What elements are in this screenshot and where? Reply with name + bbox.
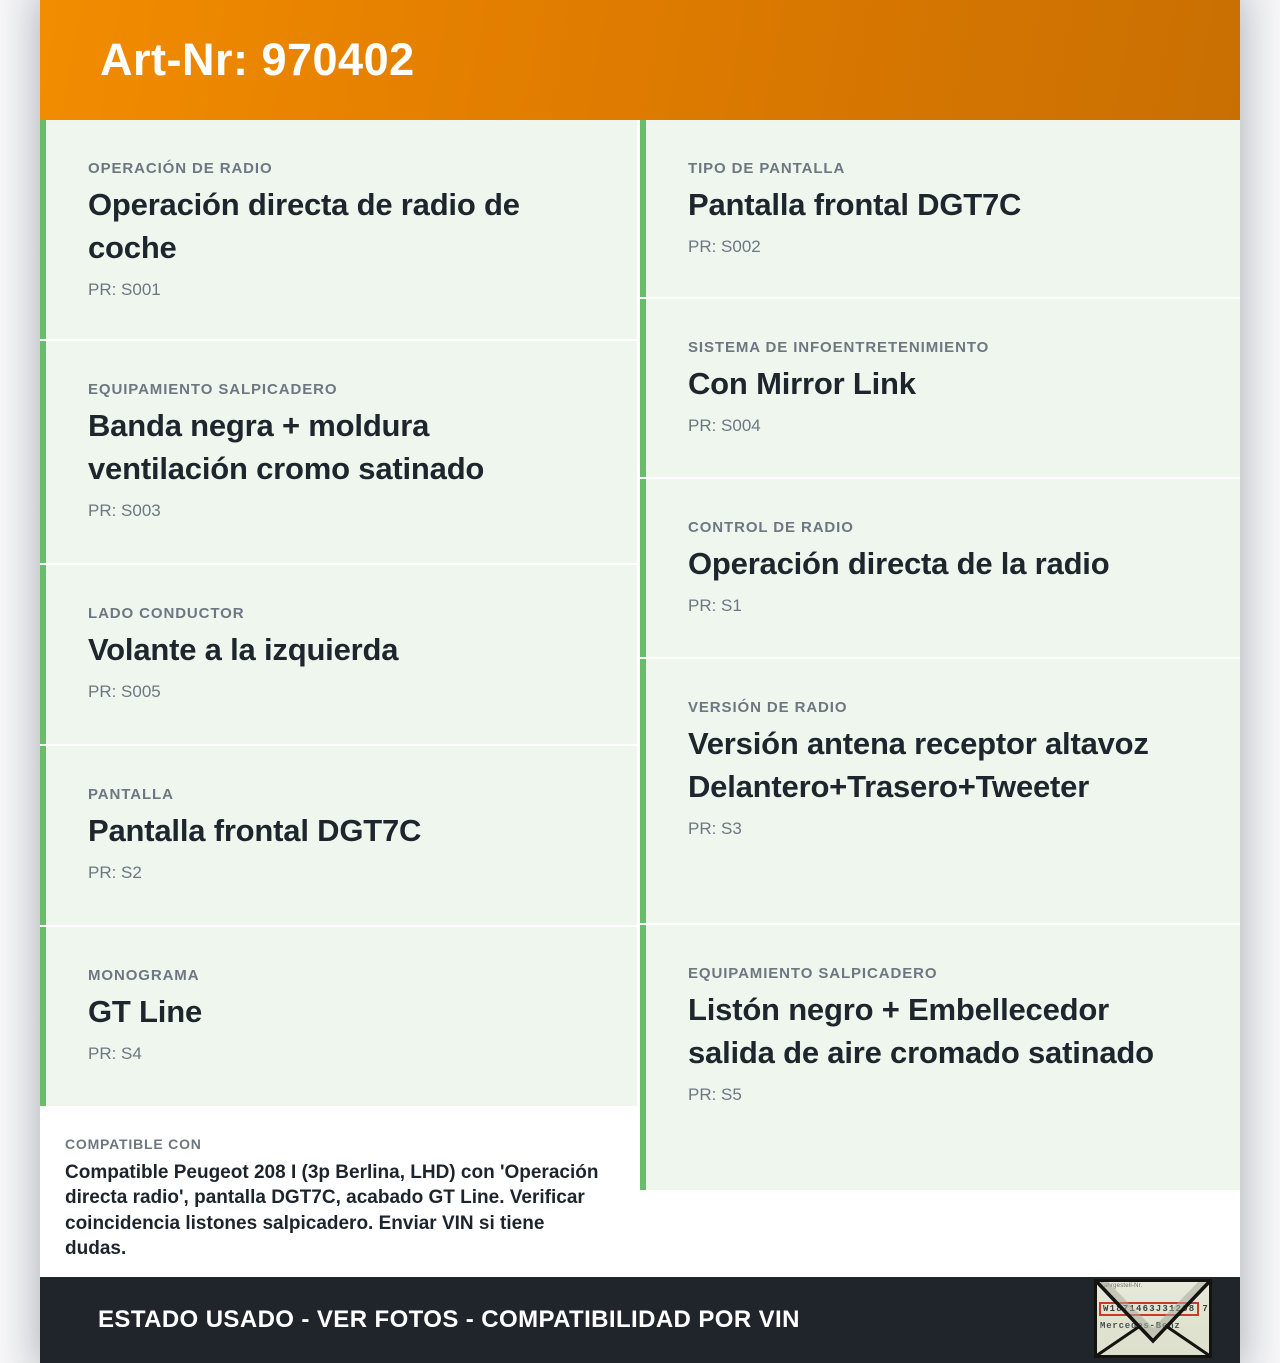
spec-card-tipo-de-pantalla — [640, 120, 1240, 297]
spec-card-version-de-radio — [640, 659, 1240, 923]
spec-card-label: CONTROL DE RADIO — [688, 519, 854, 536]
spec-card-equipamiento-salpicadero-2 — [640, 925, 1240, 1190]
spec-card-label: EQUIPAMIENTO SALPICADERO — [688, 965, 938, 982]
vin-suffix-digit: 7 — [1202, 1304, 1208, 1314]
spec-card-pantalla — [40, 746, 637, 925]
spec-card-label: MONOGRAMA — [88, 967, 200, 984]
spec-card-monograma — [40, 927, 637, 1106]
spec-card-pr-code: PR: S4 — [88, 1043, 142, 1063]
compatibility-card — [40, 1108, 637, 1277]
spec-card-pr-code: PR: S002 — [688, 236, 761, 256]
spec-card-title: Con Mirror Link — [688, 366, 916, 401]
spec-card-label: VERSIÓN DE RADIO — [688, 699, 848, 716]
article-number-title: Art-Nr: 970402 — [100, 34, 415, 85]
spec-card-lado-conductor — [40, 565, 637, 744]
spec-card-operacion-de-radio — [40, 120, 637, 339]
spec-card-title: Versión antena receptor altavoz Delantero+Trasero+Tweeter — [688, 726, 1149, 804]
right-column-spacer — [640, 1192, 1240, 1277]
spec-card-pr-code: PR: S2 — [88, 862, 142, 882]
spec-card-title: Pantalla frontal DGT7C — [688, 187, 1022, 222]
envelope-icon — [1094, 1279, 1212, 1358]
brand-text: Mercedes-Benz — [1100, 1321, 1181, 1331]
spec-card-title: Listón negro + Embellecedor salida de aire cromado satinado — [688, 992, 1154, 1070]
header-banner — [40, 0, 1240, 120]
spec-card-pr-code: PR: S1 — [688, 595, 742, 615]
vin-document-photo — [1094, 1279, 1212, 1358]
compatibility-text: Compatible Peugeot 208 I (3p Berlina, LHD) con 'Operación directa radio', pantalla DGT7C, acabado GT Line. Verificar coincidencia listones salpicadero. Enviar VIN si tiene dudas. — [65, 1162, 599, 1259]
spec-card-label: LADO CONDUCTOR — [88, 605, 245, 622]
spec-card-label: PANTALLA — [88, 786, 174, 803]
fahrgestell-nr-label: Fahrgestell-Nr. — [1100, 1283, 1143, 1289]
spec-card-pr-code: PR: S004 — [688, 415, 761, 435]
spec-card-equipamiento-salpicadero — [40, 341, 637, 563]
spec-card-pr-code: PR: S005 — [88, 681, 161, 701]
spec-card-title: Banda negra + moldura ventilación cromo satinado — [88, 408, 485, 486]
spec-card-control-de-radio — [640, 479, 1240, 657]
spec-card-pr-code: PR: S3 — [688, 818, 742, 838]
vin-red-box: W1871463J31298 — [1099, 1302, 1199, 1316]
spec-card-title: Volante a la izquierda — [88, 632, 399, 667]
footer-condition-text: ESTADO USADO - VER FOTOS - COMPATIBILIDAD POR VIN — [98, 1306, 800, 1333]
spec-card-label: TIPO DE PANTALLA — [688, 160, 846, 177]
spec-card-title: Pantalla frontal DGT7C — [88, 813, 422, 848]
spec-card-label: OPERACIÓN DE RADIO — [88, 160, 273, 177]
spec-card-pr-code: PR: S001 — [88, 279, 161, 299]
listing-page — [40, 0, 1240, 1363]
spec-card-pr-code: PR: S5 — [688, 1084, 742, 1104]
spec-card-title: Operación directa de radio de coche — [88, 187, 520, 265]
spec-card-pr-code: PR: S003 — [88, 500, 161, 520]
spec-grid — [40, 120, 1240, 1277]
spec-column-left — [40, 120, 637, 1277]
spec-card-sistema-infoentretenimiento — [640, 299, 1240, 477]
compatibility-label: COMPATIBLE CON — [65, 1136, 202, 1152]
spec-card-label: EQUIPAMIENTO SALPICADERO — [88, 381, 338, 398]
footer-bar — [40, 1277, 1240, 1363]
spec-card-title: Operación directa de la radio — [688, 546, 1110, 581]
spec-card-label: SISTEMA DE INFOENTRETENIMIENTO — [688, 339, 990, 356]
spec-card-title: GT Line — [88, 994, 202, 1029]
spec-column-right — [640, 120, 1240, 1277]
